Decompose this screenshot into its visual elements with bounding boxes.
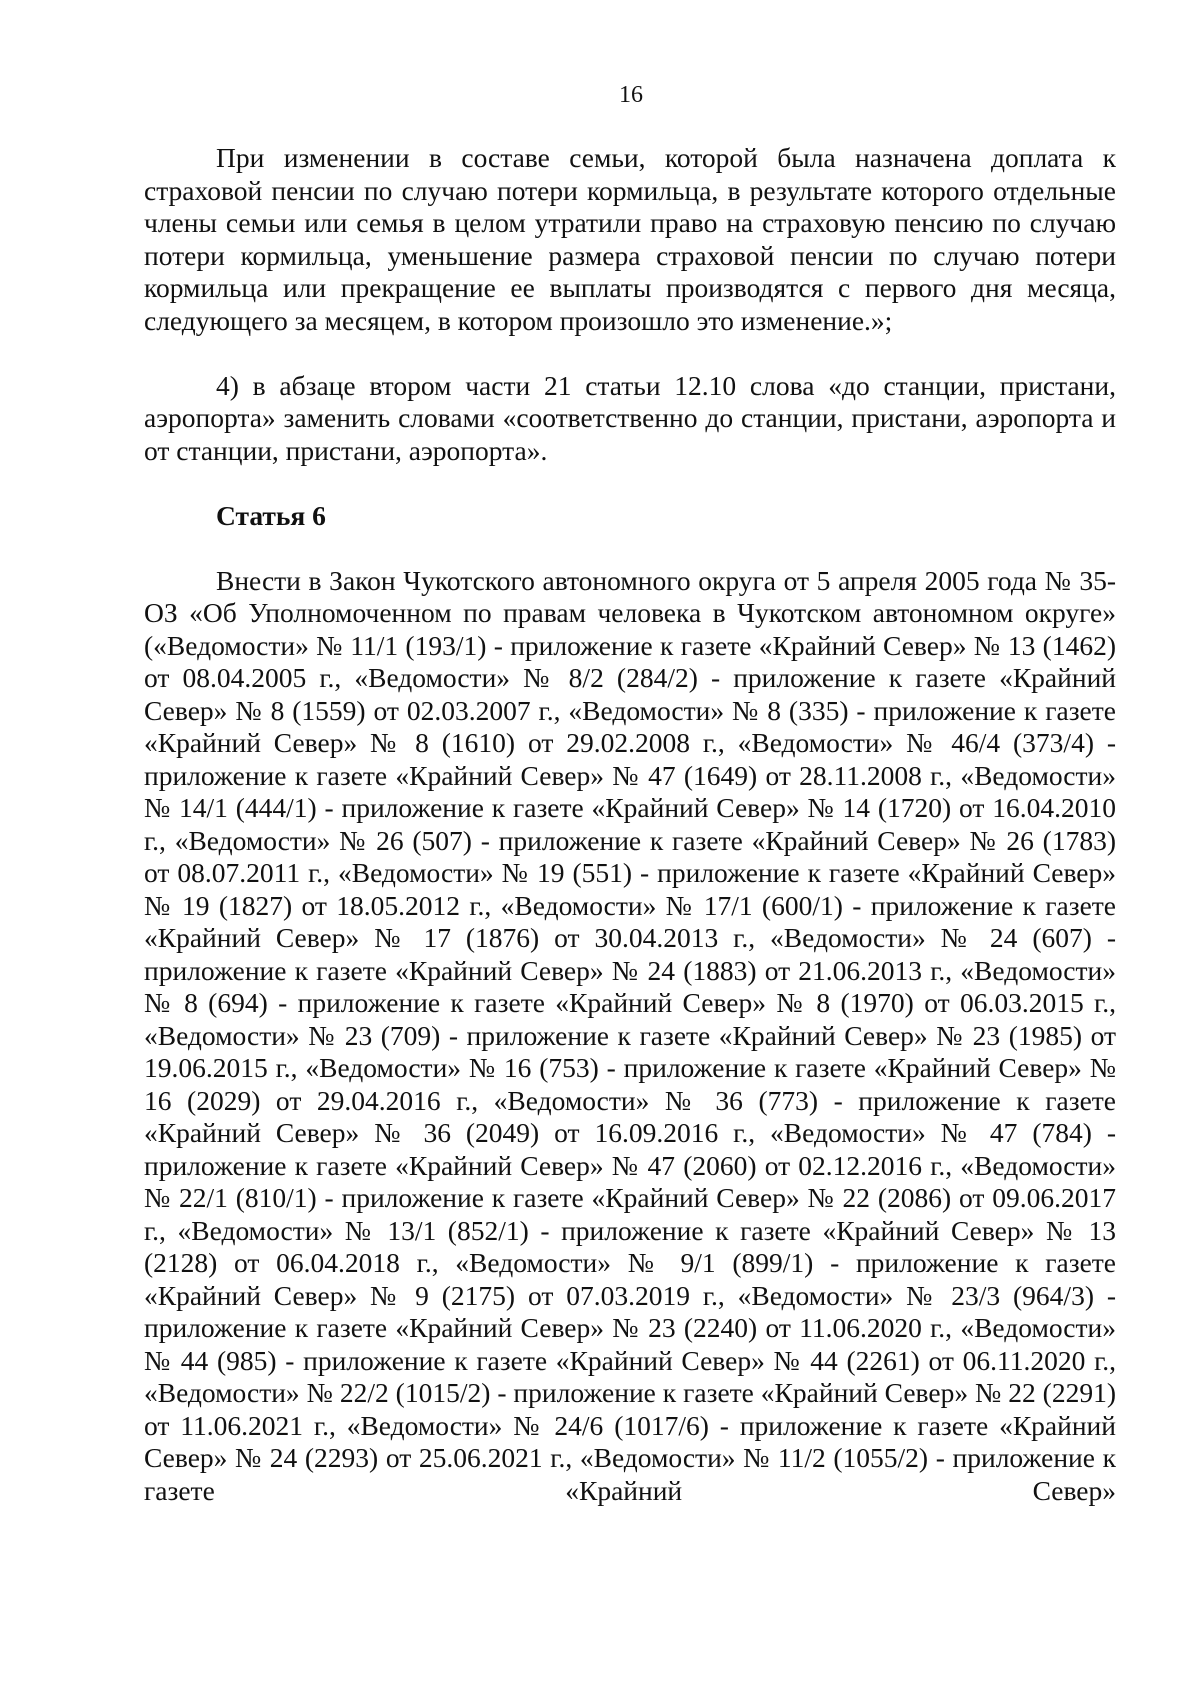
- paragraph-item-4: 4) в абзаце втором части 21 статьи 12.10 слова «до станции, пристани, аэропорта» заменить словами «соответственно до станции, пристани, аэропорта и от станции, пристани, аэропорта».: [144, 369, 1116, 466]
- paragraph-family-change: При изменении в составе семьи, которой была назначена доплата к страховой пенсии по случаю потери кормильца, в результате которого отдельные члены семьи или семья в целом утратили право на страховую пенсию по случаю потери кормильца, уменьшение размера страховой пенсии по случаю потери кормильца или прекращение ее выплаты производятся с первого дня месяца, следующего за месяцем, в котором произошло это изменение.»;: [144, 142, 1116, 336]
- paragraph-gap: [144, 467, 1116, 500]
- paragraph-gap: [144, 532, 1116, 565]
- document-body: [144, 142, 1116, 1507]
- paragraph-gap: [144, 337, 1116, 370]
- article-heading: Статья 6: [216, 499, 326, 531]
- paragraph-article-6: Внести в Закон Чукотского автономного округа от 5 апреля 2005 года № 35-ОЗ «Об Уполномоченном по правам человека в Чукотском автономном округе» («Ведомости» № 11/1 (193/1) - приложение к газете «Крайний Север» № 13 (1462) от 08.04.2005 г., «Ведомости» № 8/2 (284/2) - приложение к газете «Крайний Север» № 8 (1559) от 02.03.2007 г., «Ведомости» № 8 (335) - приложение к газете «Крайний Север» № 8 (1610) от 29.02.2008 г., «Ведомости» № 46/4 (373/4) - приложение к газете «Крайний Север» № 47 (1649) от 28.11.2008 г., «Ведомости» № 14/1 (444/1) - приложение к газете «Крайний Север» № 14 (1720) от 16.04.2010 г., «Ведомости» № 26 (507) - приложение к газете «Крайний Север» № 26 (1783) от 08.07.2011 г., «Ведомости» № 19 (551) - приложение к газете «Крайний Север» № 19 (1827) от 18.05.2012 г., «Ведомости» № 17/1 (600/1) - приложение к газете «Крайний Север» № 17 (1876) от 30.04.2013 г., «Ведомости» № 24 (607) - приложение к газете «Крайний Север» № 24 (1883) от 21.06.2013 г., «Ведомости» № 8 (694) - приложение к газете «Крайний Север» № 8 (1970) от 06.03.2015 г., «Ведомости» № 23 (709) - приложение к газете «Крайний Север» № 23 (1985) от 19.06.2015 г., «Ведомости» № 16 (753) - приложение к газете «Крайний Север» № 16 (2029) от 29.04.2016 г., «Ведомости» № 36 (773) - приложение к газете «Крайний Север» № 36 (2049) от 16.09.2016 г., «Ведомости» № 47 (784) - приложение к газете «Крайний Север» № 47 (2060) от 02.12.2016 г., «Ведомости» № 22/1 (810/1) - приложение к газете «Крайний Север» № 22 (2086) от 09.06.2017 г., «Ведомости» № 13/1 (852/1) - приложение к газете «Крайний Север» № 13 (2128) от 06.04.2018 г., «Ведомости» № 9/1 (899/1) - приложение к газете «Крайний Север» № 9 (2175) от 07.03.2019 г., «Ведомости» № 23/3 (964/3) - приложение к газете «Крайний Север» № 23 (2240) от 11.06.2020 г., «Ведомости» № 44 (985) - приложение к газете «Крайний Север» № 44 (2261) от 06.11.2020 г., «Ведомости» № 22/2 (1015/2) - приложение к газете «Крайний Север» № 22 (2291) от 11.06.2021 г., «Ведомости» № 24/6 (1017/6) - приложение к газете «Крайний Север» № 24 (2293) от 25.06.2021 г., «Ведомости» № 11/2 (1055/2) - приложение к газете «Крайний Север»: [144, 564, 1116, 1506]
- page-number: 16: [619, 82, 643, 108]
